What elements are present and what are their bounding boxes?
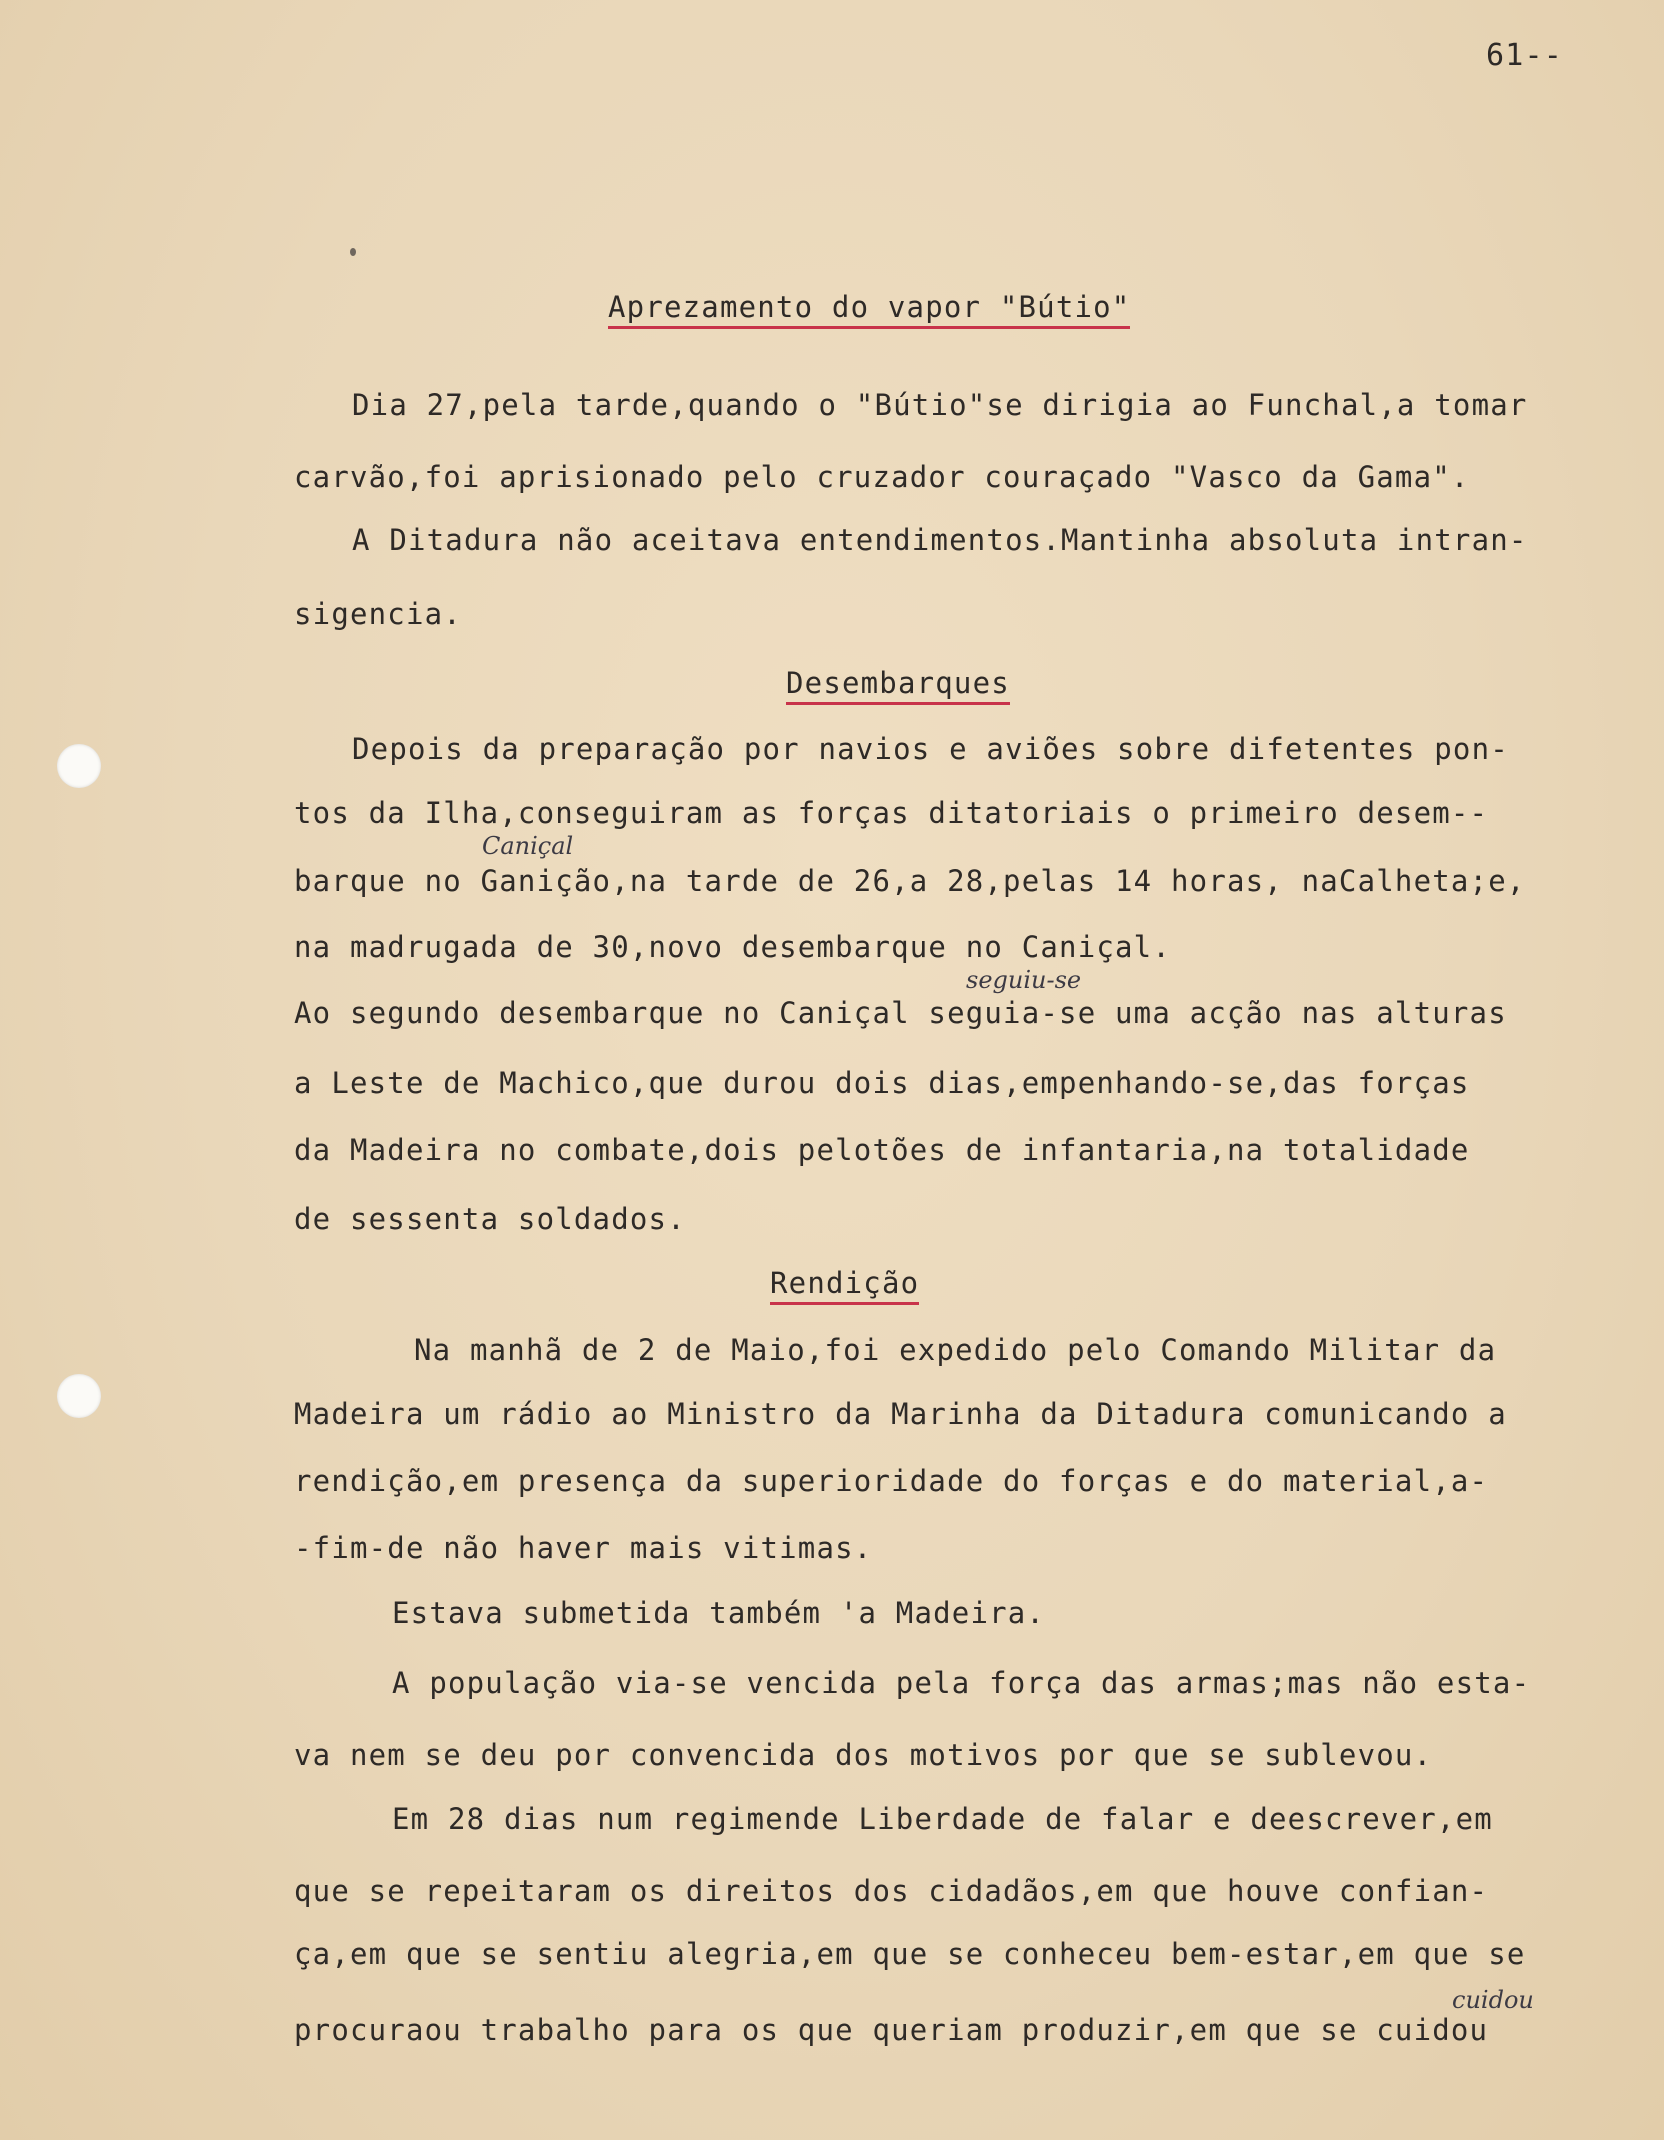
handwritten-correction: cuidou xyxy=(1452,1986,1534,2014)
punch-hole-bottom xyxy=(57,1374,101,1418)
text-line: da Madeira no combate,dois pelotões de infantaria,na totalidade xyxy=(294,1133,1470,1167)
text-line: procuraou trabalho para os que queriam produzir,em que se cuidou xyxy=(294,2013,1489,2047)
text-line: na madrugada de 30,novo desembarque no Caniçal. xyxy=(294,930,1171,964)
text-line: barque no Ganição,na tarde de 26,a 28,pelas 14 horas, naCalheta;e, xyxy=(294,864,1526,898)
text-line: Ao segundo desembarque no Caniçal seguia-se uma acção nas alturas xyxy=(294,996,1507,1030)
text-line: Em 28 dias num regimende Liberdade de falar e deescrever,em xyxy=(392,1802,1493,1836)
handwritten-correction: seguiu-se xyxy=(966,966,1082,994)
text-line: sigencia. xyxy=(294,597,462,631)
text-line: Na manhã de 2 de Maio,foi expedido pelo Comando Militar da xyxy=(414,1333,1497,1367)
text-line: A Ditadura não aceitava entendimentos.Mantinha absoluta intran- xyxy=(352,523,1528,557)
heading-aprezamento: Aprezamento do vapor "Bútio" xyxy=(608,290,1130,329)
text-line: Depois da preparação por navios e aviões sobre difetentes pon- xyxy=(352,732,1509,766)
text-line: Madeira um rádio ao Ministro da Marinha da Ditadura comunicando a xyxy=(294,1397,1507,1431)
text-line: -fim-de não haver mais vitimas. xyxy=(294,1531,873,1565)
heading-rendicao: Rendição xyxy=(770,1266,919,1305)
text-line: carvão,foi aprisionado pelo cruzador couraçado "Vasco da Gama". xyxy=(294,460,1470,494)
punch-hole-top xyxy=(57,744,101,788)
text-line: de sessenta soldados. xyxy=(294,1202,686,1236)
text-line: Estava submetida também 'a Madeira. xyxy=(392,1596,1046,1630)
text-line: a Leste de Machico,que durou dois dias,empenhando-se,das forças xyxy=(294,1066,1470,1100)
text-line: tos da Ilha,conseguiram as forças ditatoriais o primeiro desem-- xyxy=(294,796,1489,830)
text-line: A população via-se vencida pela força das armas;mas não esta- xyxy=(392,1666,1531,1700)
handwritten-correction: Caniçal xyxy=(482,832,574,860)
ink-speck xyxy=(350,248,356,256)
text-line: rendição,em presença da superioridade do forças e do material,a- xyxy=(294,1464,1489,1498)
text-line: va nem se deu por convencida dos motivos por que se sublevou. xyxy=(294,1738,1433,1772)
text-line: que se repeitaram os direitos dos cidadãos,em que houve confian- xyxy=(294,1874,1489,1908)
text-line: Dia 27,pela tarde,quando o "Bútio"se dirigia ao Funchal,a tomar xyxy=(352,388,1528,422)
heading-desembarques: Desembarques xyxy=(786,666,1010,705)
text-line: ça,em que se sentiu alegria,em que se conheceu bem-estar,em que se xyxy=(294,1937,1526,1971)
page-number: 61-- xyxy=(1486,38,1564,73)
